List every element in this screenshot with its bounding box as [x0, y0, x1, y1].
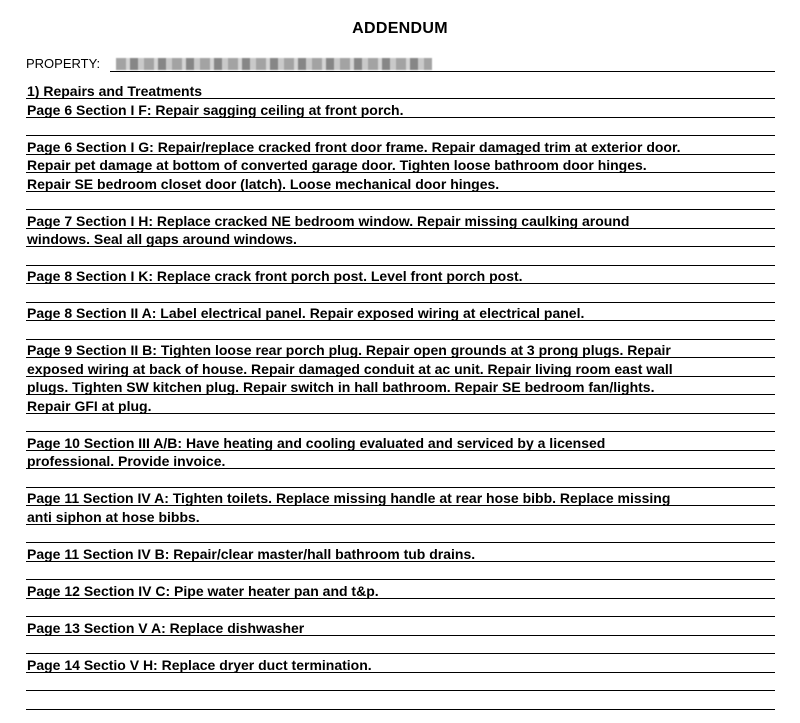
- repair-item-line: Page 13 Section V A: Replace dishwasher: [27, 620, 305, 636]
- repair-item-line: Page 10 Section III A/B: Have heating and cooling evaluated and serviced by a licensed: [27, 435, 606, 451]
- form-rule: [26, 653, 775, 654]
- form-rule: [26, 265, 775, 266]
- form-rule: [26, 209, 775, 210]
- repair-item-line: anti siphon at hose bibbs.: [27, 509, 200, 525]
- property-label: PROPERTY:: [26, 56, 101, 71]
- repair-item-line: exposed wiring at back of house. Repair damaged conduit at ac unit. Repair living room east wall: [27, 361, 673, 377]
- form-rule: [26, 579, 775, 580]
- form-rule: [26, 690, 775, 691]
- redacted-property-address: [116, 58, 432, 70]
- property-underline: [110, 71, 775, 72]
- repair-item-line: Page 12 Section IV C: Pipe water heater pan and t&p.: [27, 583, 379, 599]
- repair-item-line: Page 11 Section IV B: Repair/clear master/hall bathroom tub drains.: [27, 546, 476, 562]
- repair-item-line: Page 14 Sectio V H: Replace dryer duct termination.: [27, 657, 372, 673]
- repair-item-line: Page 11 Section IV A: Tighten toilets. Replace missing handle at rear hose bibb. Replace missing: [27, 490, 671, 506]
- repair-item-line: Repair SE bedroom closet door (latch). Loose mechanical door hinges.: [27, 176, 500, 192]
- form-rule: [26, 302, 775, 303]
- repair-item-line: Page 6 Section I F: Repair sagging ceiling at front porch.: [27, 102, 404, 118]
- repair-item-line: Repair pet damage at bottom of converted garage door. Tighten loose bathroom door hinges.: [27, 157, 647, 173]
- section-heading: 1) Repairs and Treatments: [27, 83, 203, 99]
- repair-item-line: Page 9 Section II B: Tighten loose rear porch plug. Repair open grounds at 3 prong plugs. Repair: [27, 342, 671, 358]
- repair-item-line: Page 8 Section II A: Label electrical panel. Repair exposed wiring at electrical panel.: [27, 305, 585, 321]
- repair-item-line: Page 8 Section I K: Replace crack front porch post. Level front porch post.: [27, 268, 523, 284]
- repair-item-line: Repair GFI at plug.: [27, 398, 152, 414]
- repair-item-line: Page 7 Section I H: Replace cracked NE bedroom window. Repair missing caulking around: [27, 213, 630, 229]
- document-title: ADDENDUM: [352, 20, 448, 37]
- repair-item-line: Page 6 Section I G: Repair/replace cracked front door frame. Repair damaged trim at exterior door.: [27, 139, 681, 155]
- form-rule: [26, 709, 775, 710]
- form-rule: [26, 339, 775, 340]
- form-rule: [26, 487, 775, 488]
- form-rule: [26, 542, 775, 543]
- form-rule: [26, 135, 775, 136]
- form-rule: [26, 431, 775, 432]
- form-rule: [26, 616, 775, 617]
- repair-item-line: windows. Seal all gaps around windows.: [27, 231, 297, 247]
- repair-item-line: plugs. Tighten SW kitchen plug. Repair switch in hall bathroom. Repair SE bedroom fan/lights.: [27, 379, 655, 395]
- repair-item-line: professional. Provide invoice.: [27, 453, 226, 469]
